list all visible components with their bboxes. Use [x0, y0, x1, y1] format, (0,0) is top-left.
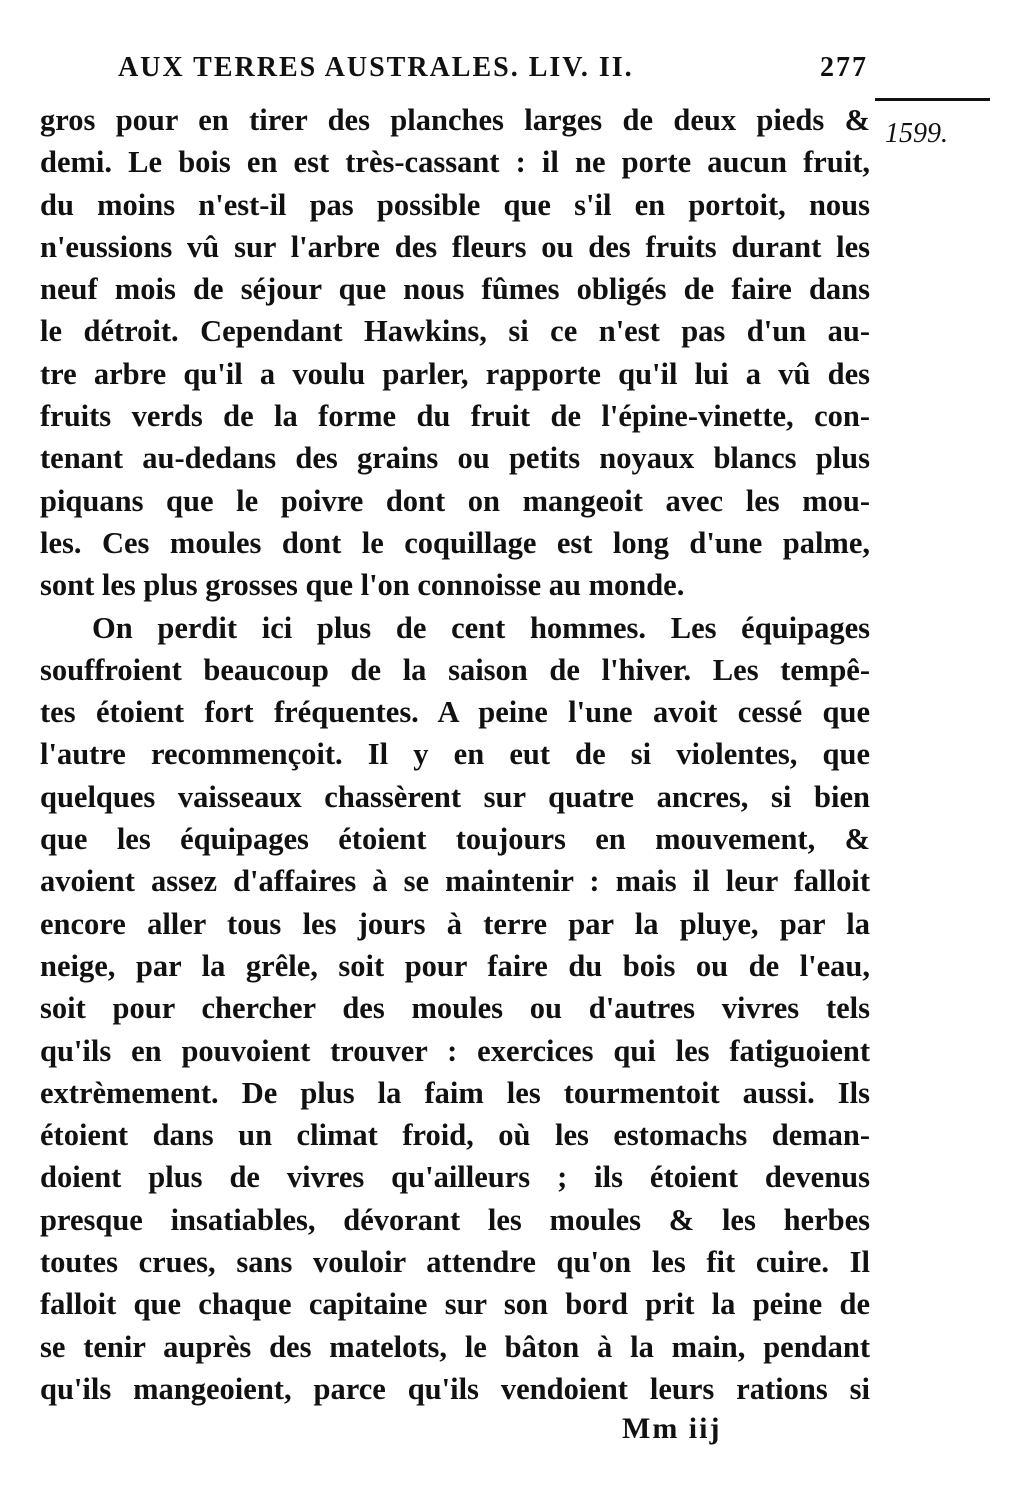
text-line: demi. Le bois en est très-cassant : il ne porte aucun fruit, [40, 145, 870, 180]
text-line: extrèmement. De plus la faim les tourmentoit aussi. Ils [40, 1075, 870, 1110]
text-line: neuf mois de séjour que nous fûmes obligés de faire dans [40, 272, 870, 307]
text-line: doient plus de vivres qu'ailleurs ; ils étoient devenus [40, 1160, 870, 1195]
text-line: quelques vaisseaux chassèrent sur quatre ancres, si bien [40, 779, 870, 814]
text-line: l'autre recommençoit. Il y en eut de si violentes, que [40, 737, 870, 772]
text-line: gros pour en tirer des planches larges de deux pieds & [40, 103, 870, 137]
text-line: qu'ils en pouvoient trouver : exercices qui les fatiguoient [40, 1033, 870, 1068]
text-line: que les équipages étoient toujours en mouvement, & [40, 822, 870, 857]
running-head [118, 52, 868, 92]
text-line-paragraph-end: sont les plus grosses que l'on connoisse au monde. [40, 568, 685, 603]
margin-year-note: 1599. [885, 118, 948, 149]
page-number: 277 [820, 52, 868, 83]
text-line: étoient dans un climat froid, où les estomachs deman- [40, 1118, 870, 1153]
text-line: fruits verds de la forme du fruit de l'épine-vinette, con- [40, 399, 870, 434]
text-line: falloit que chaque capitaine sur son bord prit la peine de [40, 1287, 870, 1322]
text-line: le détroit. Cependant Hawkins, si ce n'est pas d'un au- [40, 314, 870, 349]
text-line: les. Ces moules dont le coquillage est long d'une palme, [40, 525, 870, 560]
text-line: tes étoient fort fréquentes. A peine l'une avoit cessé que [40, 695, 870, 730]
text-line: toutes crues, sans vouloir attendre qu'on les fit cuire. Il [40, 1245, 870, 1280]
text-line: se tenir auprès des matelots, le bâton à la main, pendant [40, 1329, 870, 1364]
signature-mark: Mm iij [622, 1412, 722, 1445]
text-line: tenant au-dedans des grains ou petits noyaux blancs plus [40, 441, 870, 476]
text-line: souffroient beaucoup de la saison de l'hiver. Les tempê- [40, 652, 870, 687]
text-line: soit pour chercher des moules ou d'autres vivres tels [40, 991, 870, 1026]
margin-rule [875, 98, 990, 101]
text-line: encore aller tous les jours à terre par la pluye, par la [40, 906, 870, 941]
running-head-title: AUX TERRES AUSTRALES. LIV. II. [118, 52, 634, 83]
text-line: avoient assez d'affaires à se maintenir : mais il leur falloit [40, 864, 870, 899]
text-line: neige, par la grêle, soit pour faire du bois ou de l'eau, [40, 948, 870, 983]
text-line: tre arbre qu'il a voulu parler, rapporte qu'il lui a vû des [40, 356, 870, 391]
text-line: piquans que le poivre dont on mangeoit avec les mou- [40, 483, 870, 518]
text-line: qu'ils mangeoient, parce qu'ils vendoient leurs rations si [40, 1371, 870, 1406]
body-text [40, 99, 870, 1410]
text-line-paragraph-start: On perdit ici plus de cent hommes. Les équipages [92, 610, 870, 645]
text-line: n'eussions vû sur l'arbre des fleurs ou des fruits durant les [40, 229, 870, 264]
text-line: du moins n'est-il pas possible que s'il en portoit, nous [40, 187, 870, 222]
text-line: presque insatiables, dévorant les moules & les herbes [40, 1202, 870, 1237]
